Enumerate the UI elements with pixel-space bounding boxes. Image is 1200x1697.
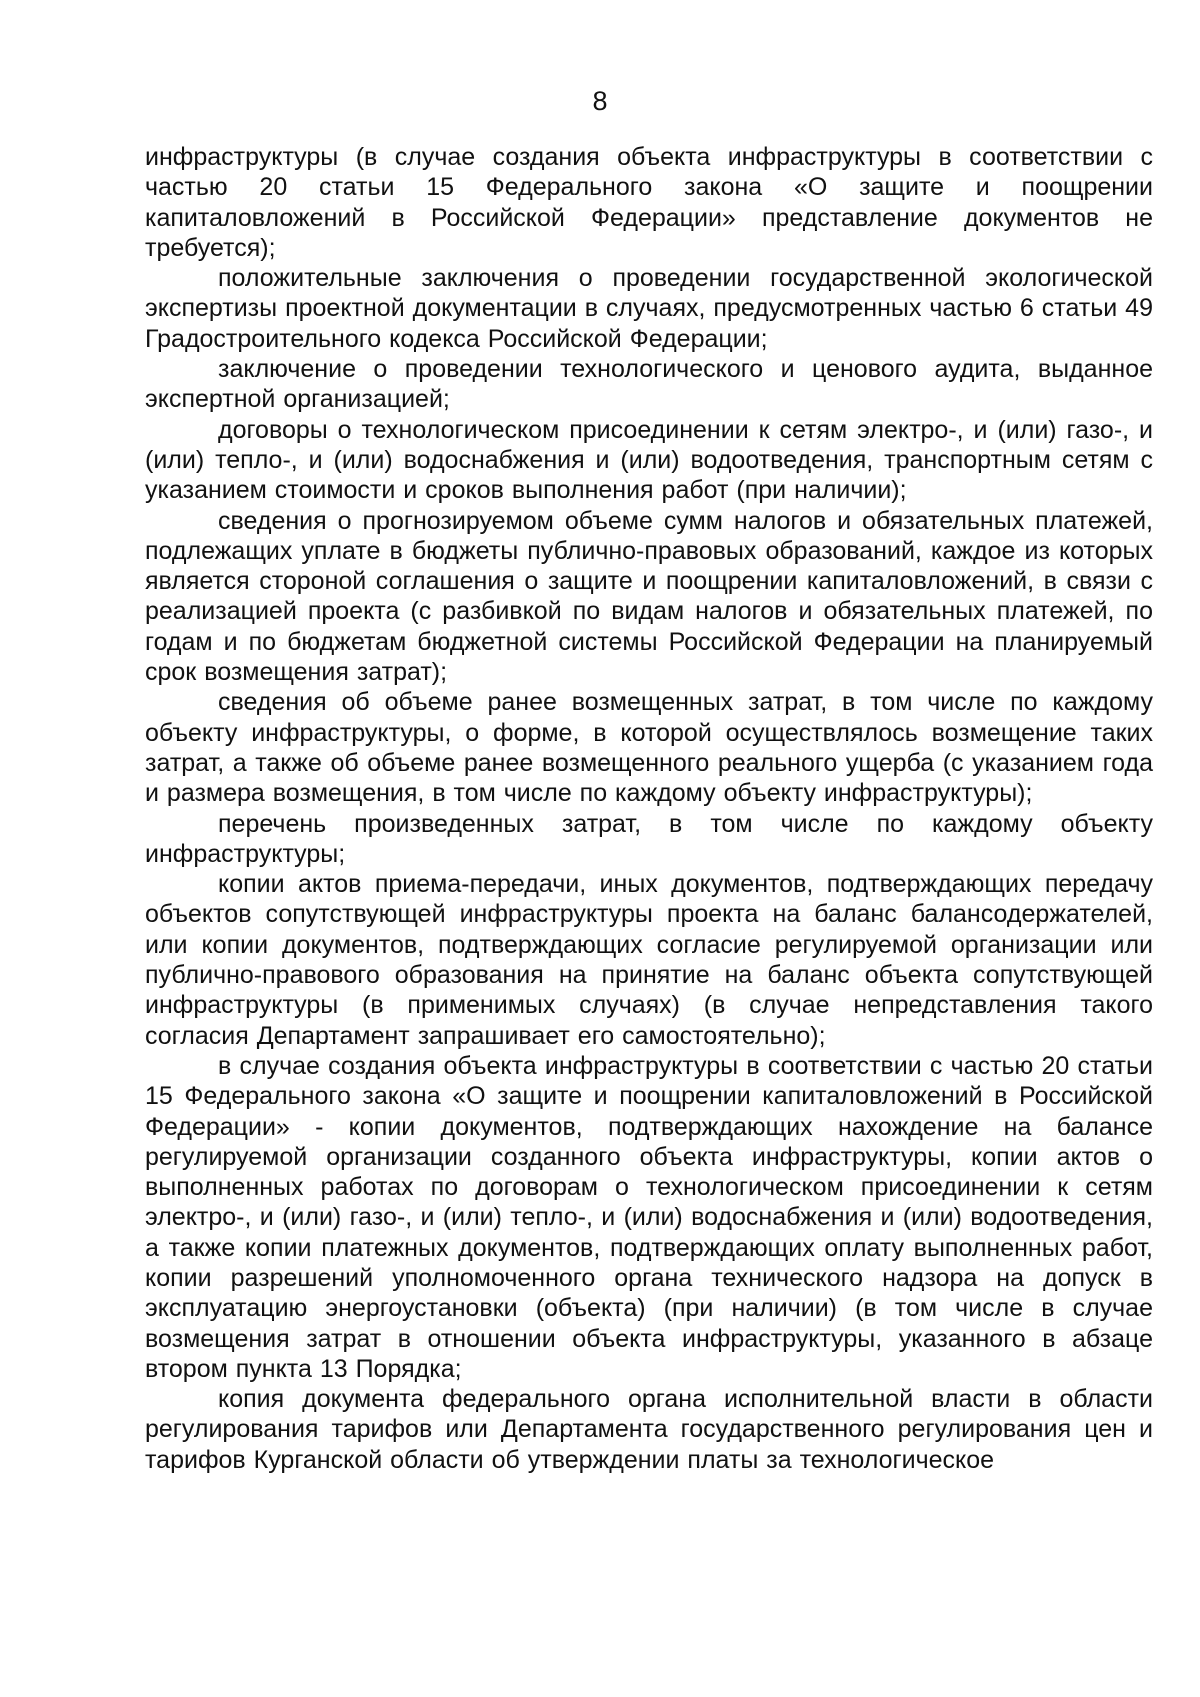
paragraph-infrastructure-continuation: инфраструктуры (в случае создания объекта инфраструктуры в соответствии с частью 20 статьи 15 Федерального закона «О защите и поощрении капиталовложений в Российской Федерации» представление документов не требуется); [145, 143, 1153, 262]
paragraph-transfer-acts: копии актов приема-передачи, иных документов, подтверждающих передачу объектов сопутствующей инфраструктуры проекта на баланс балансодержателей, или копии документов, подтверждающих согласие регулируемой организации или публично-правового образования на принятие на баланс объекта сопутствующей инфраструктуры (в применимых случаях) (в случае непредставления такого согласия Департамент запрашивает его самостоятельно); [145, 870, 1153, 1050]
paragraph-ecological-expertise: положительные заключения о проведении государственной экологической экспертизы проектной документации в случаях, предусмотренных частью 6 статьи 49 Градостроительного кодекса Российской Федерации; [145, 264, 1153, 353]
paragraph-cost-list: перечень произведенных затрат, в том числе по каждому объекту инфраструктуры; [145, 809, 1153, 868]
page-number: 8 [592, 86, 608, 116]
paragraph-tariff-document: копия документа федерального органа исполнительной власти в области регулирования тарифов или Департамента государственного регулирования цен и тарифов Курганской области об утверждении платы за технологическое [145, 1385, 1153, 1474]
paragraph-previous-compensation: сведения об объеме ранее возмещенных затрат, в том числе по каждому объекту инфраструктуры, о форме, в которой осуществлялось возмещение таких затрат, а также об объеме ранее возмещенного реального ущерба (с указанием года и размера возмещения, в том числе по каждому объекту инфраструктуры); [145, 688, 1153, 808]
paragraph-balance-documents: в случае создания объекта инфраструктуры в соответствии с частью 20 статьи 15 Федерального закона «О защите и поощрении капиталовложений в Российской Федерации» - копии документов, подтверждающих нахождение на балансе регулируемой организации созданного объекта инфраструктуры, копии актов о выполненных работах по договорам о технологическом присоединении к сетям электро-, и (или) газо-, и (или) тепло-, и (или) водоснабжения и (или) водоотведения, а также копии платежных документов, подтверждающих оплату выполненных работ, копии разрешений уполномоченного органа технического надзора на допуск в эксплуатацию энергоустановки (объекта) (при наличии) (в том числе в случае возмещения затрат в отношении объекта инфраструктуры, указанного в абзаце втором пункта 13 Порядка; [145, 1051, 1153, 1383]
paragraph-technological-audit: заключение о проведении технологического и ценового аудита, выданное экспертной организацией; [145, 355, 1153, 414]
document-body [145, 142, 1153, 1475]
paragraph-tax-forecast: сведения о прогнозируемом объеме сумм налогов и обязательных платежей, подлежащих уплате в бюджеты публично-правовых образований, каждое из которых является стороной соглашения о защите и поощрении капиталовложений, в связи с реализацией проекта (с разбивкой по видам налогов и обязательных платежей, по годам и по бюджетам бюджетной системы Российской Федерации на планируемый срок возмещения затрат); [145, 506, 1153, 687]
paragraph-connection-contracts: договоры о технологическом присоединении к сетям электро-, и (или) газо-, и (или) тепло-, и (или) водоснабжения и (или) водоотведения, транспортным сетям с указанием стоимости и сроков выполнения работ (при наличии); [145, 415, 1153, 505]
